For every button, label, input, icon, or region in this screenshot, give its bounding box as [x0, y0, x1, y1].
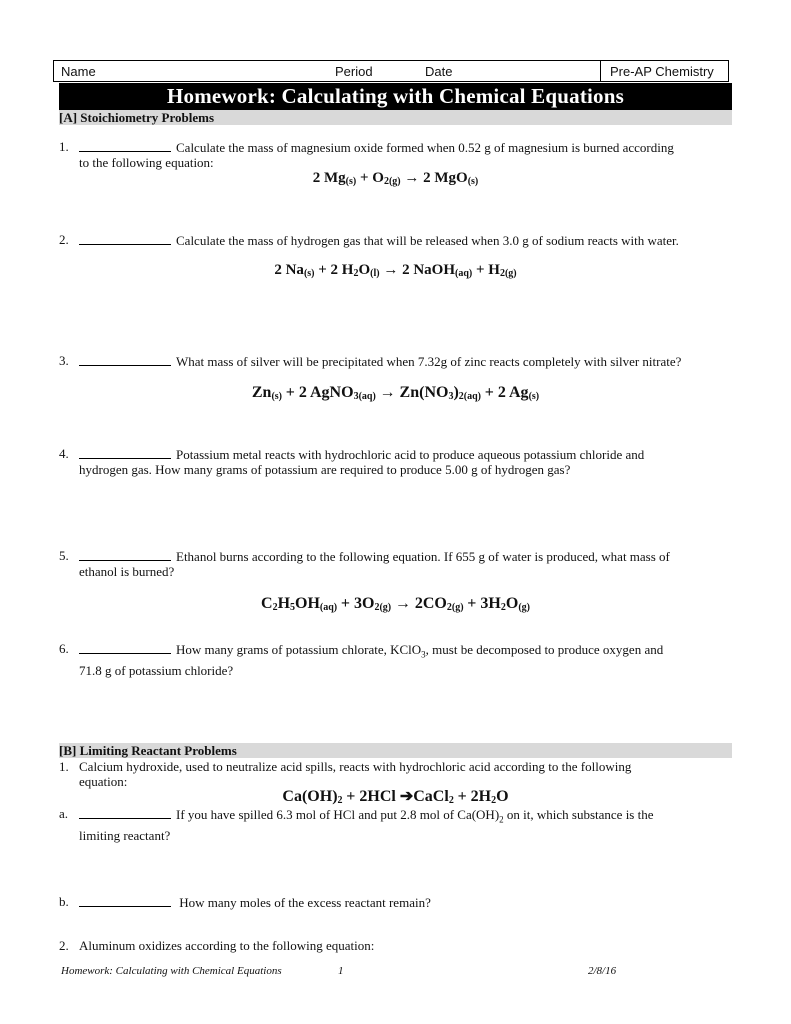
- answer-blank-1[interactable]: [79, 139, 171, 152]
- date-label: Date: [425, 64, 453, 79]
- name-label: Name: [61, 64, 96, 79]
- equation-3: $Zn_{(s)} + 2$ AgNO$_{3(aq)}$ → $Zn(NO_3)_{2(aq)} + 2$ $Ag_{(s)}$: [251, 384, 540, 402]
- course-label: Pre-AP Chemistry: [610, 64, 714, 79]
- q1-number: 1.: [59, 139, 69, 154]
- answer-blank-6[interactable]: [79, 641, 171, 654]
- q5-number: 5.: [59, 548, 69, 563]
- question-4: Potassium metal reacts with hydrochloric acid to produce aqueous potassium chloride and hydrogen gas. How many grams of potassium are required to produce 5.00 g of hydrogen gas?: [79, 447, 645, 477]
- equation-b1: $Ca(OH)_2 + 2HCl$ ➔CaCl$_2$ + $2H_2O$: [282, 788, 509, 806]
- q2-number: 2.: [59, 232, 69, 247]
- ba-label: a.: [59, 806, 69, 821]
- question-6: How many grams of potassium chlorate, KClO$_3$, must be decomposed to produce oxygen and 71.8 g of potassium chloride?: [79, 642, 664, 678]
- question-5: Ethanol burns according to the following equation. If 655 g of water is produced, what mass of ethanol is burned?: [79, 549, 670, 579]
- section-b-heading: [B] Limiting Reactant Problems: [59, 743, 732, 758]
- period-label: Period: [335, 64, 373, 79]
- question-2: Calculate the mass of hydrogen gas that will be released when 3.0 g of sodium reacts with water.: [79, 232, 679, 248]
- eq1-part1: 2 Mg: [312, 170, 346, 186]
- question-b1: Calcium hydroxide, used to neutralize acid spills, reacts with hydrochloric acid according to the following equation:: [79, 759, 632, 789]
- footer-title: Homework: Calculating with Chemical Equations: [61, 965, 282, 977]
- bb-label: b.: [59, 894, 69, 909]
- footer-date: 2/8/16: [588, 965, 617, 977]
- b1-number: 1.: [59, 759, 69, 774]
- answer-blank-b1b[interactable]: [79, 894, 171, 907]
- equation-2: 2 $Na_{(s)} + 2$ $H_2O_{(l)} \to 2$ NaOH$_{(aq)}$ + $H_{2(g)}$: [274, 262, 517, 279]
- equation-1: 2 $Mg_{(s)} + O_{2(g)} \to 2$ MgO$_{(s)}$: [312, 170, 479, 187]
- question-b2: Aluminum oxidizes according to the following equation:: [79, 938, 375, 953]
- q4-number: 4.: [59, 446, 69, 461]
- header-table: [53, 60, 729, 82]
- footer-page-number: 1: [338, 965, 344, 977]
- question-b1a: If you have spilled 6.3 mol of HCl and put 2.8 mol of $Ca(OH)_2$ on it, which substance is the limiting reactant?: [79, 807, 654, 843]
- page-title: Homework: Calculating with Chemical Equations: [59, 83, 732, 110]
- header-divider: [600, 60, 601, 82]
- section-a-heading: [A] Stoichiometry Problems: [59, 110, 732, 125]
- question-3: What mass of silver will be precipitated when 7.32g of zinc reacts completely with silver nitrate?: [79, 353, 681, 369]
- answer-blank-4[interactable]: [79, 446, 171, 459]
- q6-number: 6.: [59, 641, 69, 656]
- question-1: Calculate the mass of magnesium oxide formed when 0.52 g of magnesium is burned according to the following equation:: [79, 140, 674, 170]
- answer-blank-5[interactable]: [79, 548, 171, 561]
- b2-number: 2.: [59, 938, 69, 953]
- question-b1b: How many moles of the excess reactant remain?: [79, 894, 431, 910]
- answer-blank-2[interactable]: [79, 232, 171, 245]
- answer-blank-3[interactable]: [79, 353, 171, 366]
- q3-number: 3.: [59, 353, 69, 368]
- equation-5: $C_2H_5OH_{(aq)} + 3O_{2(g)} \to 2CO_{2(g)} + 3H_2O_{(g)}$: [261, 595, 530, 613]
- answer-blank-b1a[interactable]: [79, 806, 171, 819]
